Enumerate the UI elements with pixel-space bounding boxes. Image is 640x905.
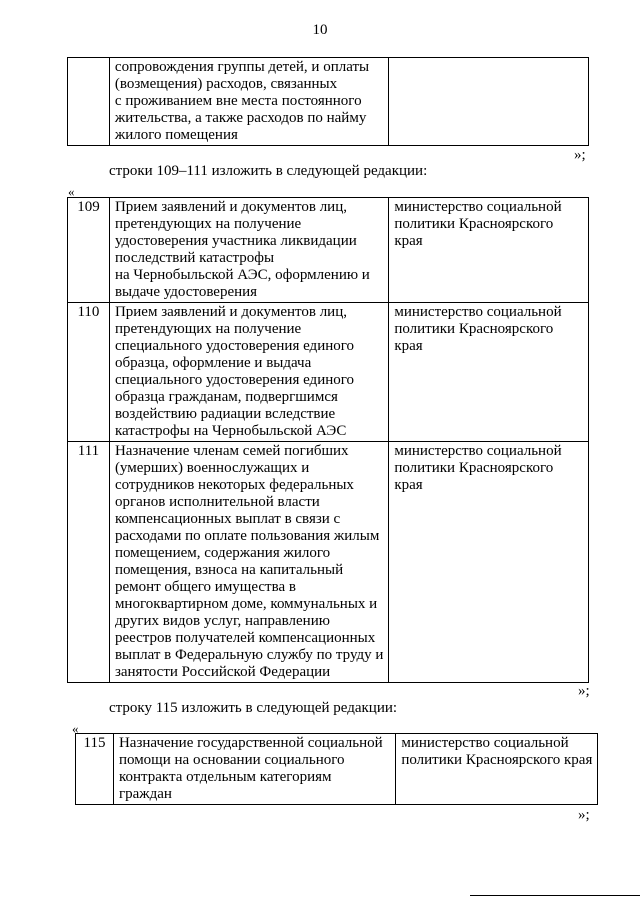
table-row [68, 58, 589, 146]
row-description: сопровождения группы детей, и оплаты (возмещения) расходов, связанных с проживанием вне места постоянного жительства, а также расходов по найму жилого помещения [109, 58, 389, 146]
row-number: 115 [76, 734, 114, 805]
row-description: Прием заявлений и документов лиц, претендующих на получение специального удостоверения единого образца, оформление и выдача специального удостоверения единого образца гражданам, подвергшимся воздействию радиации вследствие катастрофы на Чернобыльской АЭС [109, 303, 388, 442]
row-description: Назначение членам семей погибших (умерших) военнослужащих и сотрудников некоторых федеральных органов исполнительной власти компенсационных выплат в связи с расходами по оплате пользования жилым помещением, содержания жилого помещения, взноса на капитальный ремонт общего имущества в многоквартирном доме, коммунальных и других видов услуг, направлению реестров получателей компенсационных выплат в Федеральную службу по труду и занятости Российской Федерации [109, 442, 388, 683]
row-authority: министерство социальной политики Красноярского края [389, 442, 589, 683]
table-row [68, 303, 589, 442]
row-description: Назначение государственной социальной помощи на основании социального контракта отдельным категориям граждан [113, 734, 395, 805]
row-authority [389, 58, 589, 146]
row-authority: министерство социальной политики Красноярского края [396, 734, 598, 805]
page-number: 10 [312, 22, 328, 38]
table-row [76, 734, 598, 805]
row-description: Прием заявлений и документов лиц, претендующих на получение удостоверения участника ликвидации последствий катастрофы на Чернобыльской АЭС, оформлению и выдаче удостоверения [109, 198, 388, 303]
row-number [68, 58, 110, 146]
footer-divider [470, 895, 640, 896]
table-rows-109-111 [67, 197, 589, 683]
closing-quote: »; [574, 147, 586, 163]
row-number: 109 [68, 198, 110, 303]
opening-quote: « [68, 184, 75, 199]
row-authority: министерство социальной политики Красноярского края [389, 303, 589, 442]
row-authority: министерство социальной политики Красноярского края [389, 198, 589, 303]
table-continuation [67, 57, 589, 146]
closing-quote: »; [578, 683, 590, 699]
closing-quote: »; [578, 807, 590, 823]
table-row [68, 198, 589, 303]
row-number: 111 [68, 442, 110, 683]
table-row [68, 442, 589, 683]
table-row-115 [75, 733, 598, 805]
row-number: 110 [68, 303, 110, 442]
instruction-text: строку 115 изложить в следующей редакции: [109, 700, 398, 716]
instruction-text: строки 109–111 изложить в следующей редакции: [109, 163, 428, 179]
opening-quote: « [72, 721, 79, 736]
